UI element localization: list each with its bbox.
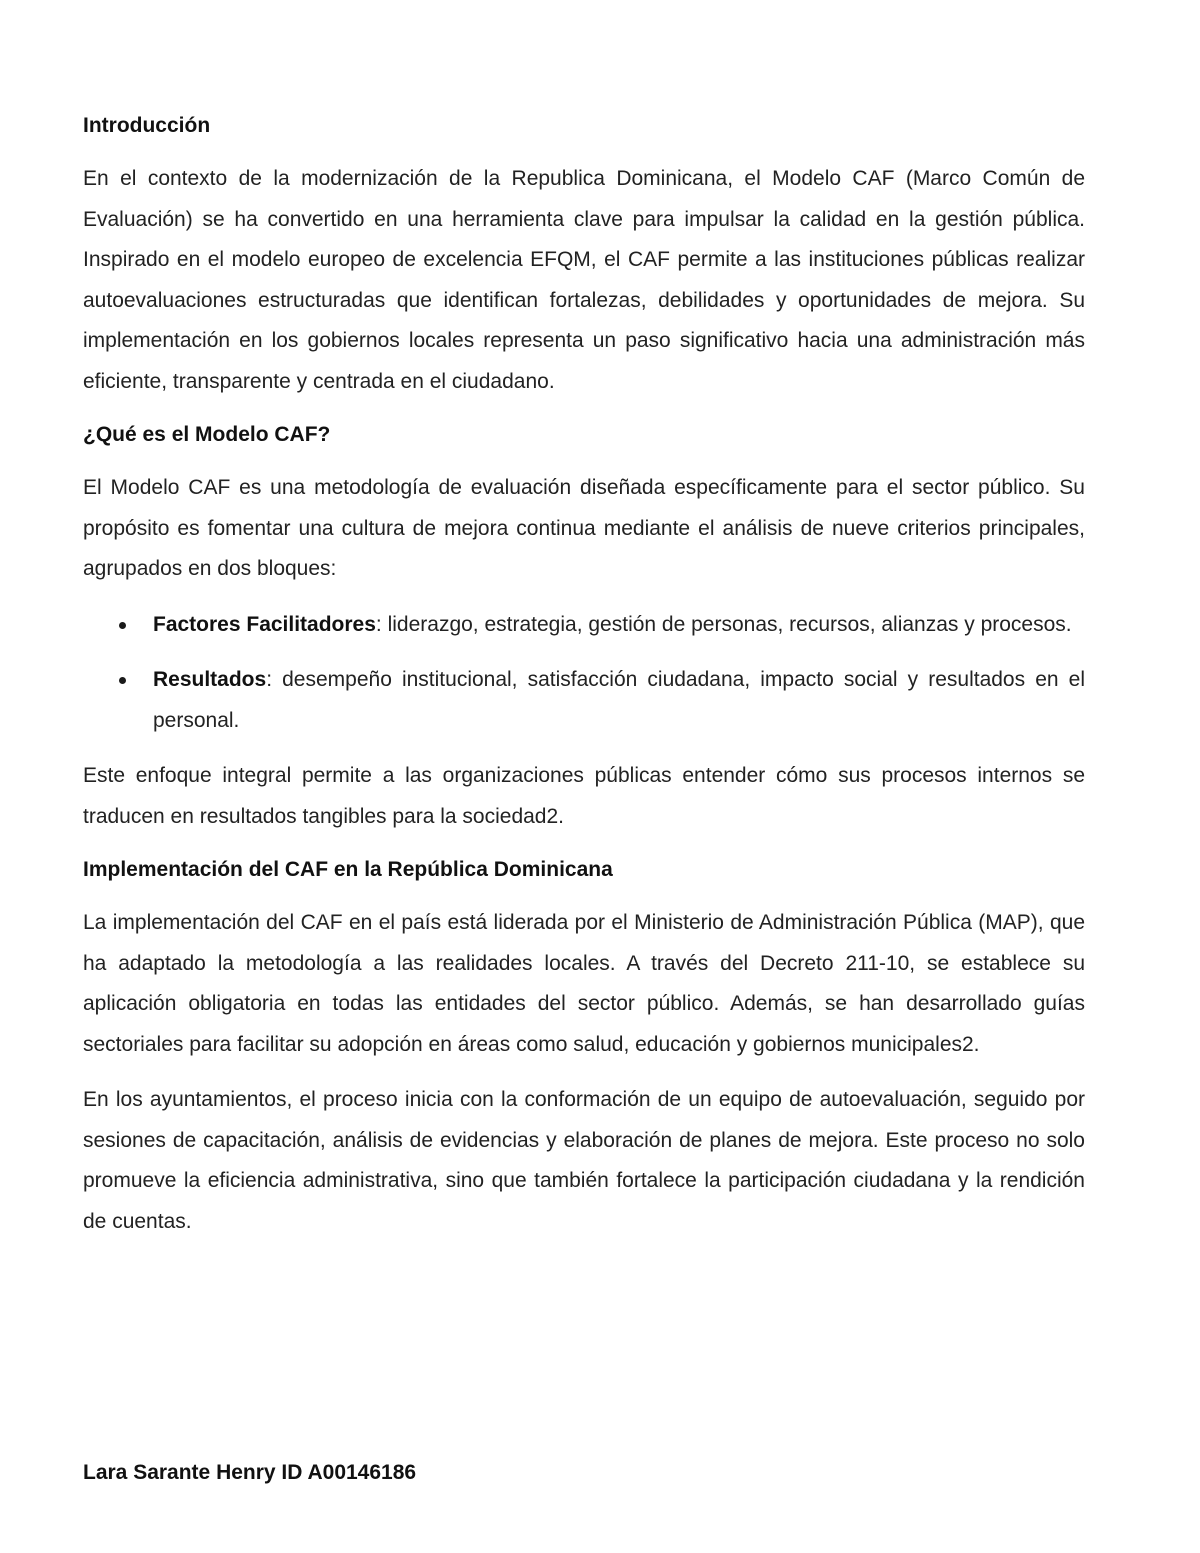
what-is-caf-paragraph: El Modelo CAF es una metodología de evaluación diseñada específicamente para el sector público. Su propósito es fomentar una cultura de mejora continua mediante el análisis de nueve criterios principales, agrupados en dos bloques:: [83, 476, 1085, 580]
implementation-paragraph-2: En los ayuntamientos, el proceso inicia con la conformación de un equipo de autoevaluación, seguido por sesiones de capacitación, análisis de evidencias y elaboración de planes de mejora. Este proceso no solo promueve la eficiencia administrativa, sino que también fortalece la participación ciudadana y la rendición de cuentas.: [83, 1088, 1085, 1233]
author-footer: Lara Sarante Henry ID A00146186: [83, 1461, 417, 1484]
list-item-text: : desempeño institucional, satisfacción ciudadana, impacto social y resultados en el personal.: [153, 668, 1085, 732]
document-body: [83, 108, 1085, 1257]
what-is-caf-closing: Este enfoque integral permite a las organizaciones públicas entender cómo sus procesos internos se traducen en resultados tangibles para la sociedad2.: [83, 764, 1085, 828]
intro-heading: Introducción: [83, 114, 211, 137]
list-item-term: Resultados: [153, 668, 267, 691]
criteria-list: [83, 605, 1085, 742]
bullet-icon: [119, 622, 126, 629]
implementation-paragraph-1: La implementación del CAF en el país está liderada por el Ministerio de Administración Pública (MAP), que ha adaptado la metodología a las realidades locales. A través del Decreto 211-10, se establece su aplicación obligatoria en todas las entidades del sector público. Además, se han desarrollado guías sectoriales para facilitar su adopción en áreas como salud, educación y gobiernos municipales2.: [83, 911, 1085, 1056]
bullet-icon: [119, 677, 126, 684]
list-item-text: : liderazgo, estrategia, gestión de personas, recursos, alianzas y procesos.: [375, 612, 1072, 636]
what-is-caf-heading: ¿Qué es el Modelo CAF?: [83, 423, 331, 446]
list-item: [83, 605, 1085, 646]
intro-paragraph: En el contexto de la modernización de la Republica Dominicana, el Modelo CAF (Marco Común de Evaluación) se ha convertido en una herramienta clave para impulsar la calidad en la gestión pública. Inspirado en el modelo europeo de excelencia EFQM, el CAF permite a las instituciones públicas realizar autoevaluaciones estructuradas que identifican fortalezas, debilidades y oportunidades de mejora. Su implementación en los gobiernos locales representa un paso significativo hacia una administración más eficiente, transparente y centrada en el ciudadano.: [83, 167, 1085, 393]
list-item-term: Factores Facilitadores: [153, 612, 376, 636]
implementation-heading: Implementación del CAF en la República Dominicana: [83, 858, 613, 881]
list-item: [83, 660, 1085, 741]
